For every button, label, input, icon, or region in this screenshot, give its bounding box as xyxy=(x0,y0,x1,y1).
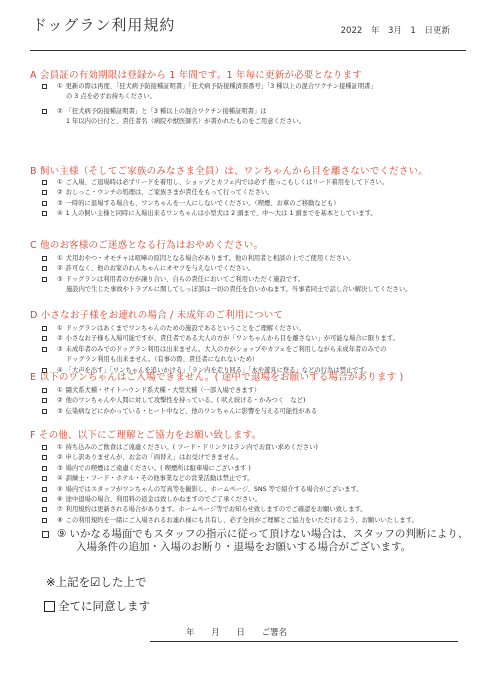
section-f-item-4: ④ 訓練士・フード・ホテル・その他事業などの営業活動は禁止です。 xyxy=(30,474,482,484)
checkbox[interactable] xyxy=(42,507,47,512)
checkbox[interactable] xyxy=(42,347,47,352)
checkbox[interactable] xyxy=(42,266,47,271)
section-e-heading: E 以下のワンちゃんはご入場できません。( 途中で退場をお願いする場合があります ) xyxy=(30,372,404,383)
page-title: ドッグラン利用規約 xyxy=(32,16,176,34)
section-d-item-2: ② 小さなお子様も入場可能ですが、責任者である大人の方が「ワンちゃんから目を離さない」が可能な場合に限ります。 xyxy=(30,334,482,344)
section-b-item-3: ③ 一時的に退場する場合も、ワンちゃんを一人にしないでください。（喫煙、お車のご移動なども） xyxy=(30,199,482,209)
agree-checkbox[interactable] xyxy=(44,601,55,612)
checkbox[interactable] xyxy=(42,476,47,481)
checkbox[interactable] xyxy=(42,466,47,471)
checkbox[interactable] xyxy=(42,445,47,450)
confirm-note: ※上記を☑した上で xyxy=(46,575,147,589)
section-e xyxy=(30,372,482,417)
checkbox[interactable] xyxy=(42,201,47,206)
section-e-item-1: ① 闘犬系犬種・サイトハウンド系犬種・大型犬種（一部入場できます） xyxy=(30,386,482,396)
section-a-item-2: ② 「狂犬病予防接種証明書」と「3 種以上の混合ワクチン接種証明書」は xyxy=(30,107,482,117)
section-f-item-8: ⑧ この利用規約を一緒にご入場されるお連れ様にも共有し、必ず全員がご理解とご協力をいただけるよう、お願いいたします。 xyxy=(30,516,482,526)
checkbox[interactable] xyxy=(42,497,47,502)
checkbox[interactable] xyxy=(42,211,47,216)
section-a-item-1: ① 更新の際は再度、「狂犬病予防接種証明書」「狂犬病予防接種済票番号」「3 種以上の混合ワクチン接種証明書」 xyxy=(30,82,482,92)
section-d-item-4: ④ 「大声を出す」「ワンちゃんを追いかける」「ラン内を走り回る」「木や遊具に登る」などの行為は禁止です。 xyxy=(30,366,482,376)
checkbox[interactable] xyxy=(42,455,47,460)
checkbox[interactable] xyxy=(42,277,47,282)
signature-line[interactable] xyxy=(150,641,458,642)
section-f-item-7: ⑦ 利用規約は更新される場合があります。ホームページ等でお知らせ致しますのでご確認をお願い致します。 xyxy=(30,505,482,515)
section-b xyxy=(30,166,482,220)
checkbox[interactable] xyxy=(42,109,47,114)
checkbox[interactable] xyxy=(42,180,47,185)
section-f-item-5: ⑤ 場内ではスタッフがワンちゃんの写真等を撮影し、ホームページ、SNS 等で紹介する場合がございます。 xyxy=(30,485,482,495)
checkbox[interactable] xyxy=(42,531,49,538)
section-d xyxy=(30,310,482,376)
checkbox[interactable] xyxy=(42,190,47,195)
checkbox[interactable] xyxy=(42,256,47,261)
checkbox[interactable] xyxy=(42,518,47,523)
updated-date: 2022 年 3月 1 日更新 xyxy=(340,26,450,36)
section-a-heading: A 会員証の有効期限は登録から 1 年間です。1 年毎に更新が必要となります xyxy=(30,70,363,81)
section-c-item-1: ① 犬用おやつ・オモチャは喧嘩の原因となる場合があります。他の利用者と相談の上でご使用ください。 xyxy=(30,254,482,264)
signature-label: 年 月 日 ご署名 xyxy=(186,628,288,638)
section-c-item-3: ③ ドッグランは利用者の方が譲り合い、自らの責任においてご利用いただく施設です。 xyxy=(30,275,482,285)
section-c-item-2: ② 許可なく、他のお家のわんちゃんにオヤツを与えないでください。 xyxy=(30,264,482,274)
agree-row[interactable] xyxy=(44,598,150,614)
section-f xyxy=(30,430,482,554)
section-f-item-6: ⑥ 途中退場の場合、利用料の返金は致しかねますのでご了承ください。 xyxy=(30,495,482,505)
section-d-item-1: ① ドッグランはあくまでワンちゃんのための施設であるということをご理解ください。 xyxy=(30,324,482,334)
section-f-item-1: ① 持ち込みのご飲食はご遠慮ください。( フード・ドリンクはラン内でお買い求めください) xyxy=(30,443,482,453)
section-d-item-3-cont: ドッグラン利用も出来ません。（有事の際、責任者になれないため） xyxy=(66,356,259,364)
section-b-item-1: ① ご入場、ご退場時は必ずリードを着用し、ショップとカフェ内では必ず 抱っこもしくはリード着用をして下さい。 xyxy=(30,178,482,188)
section-c-heading: C 他のお客様のご迷惑となる行為はおやめください。 xyxy=(30,240,264,251)
checkbox[interactable] xyxy=(42,388,47,393)
section-e-item-3: ③ 伝染病などにかかっている・ヒート中など、他のワンちゃんに影響を与える可能性がある xyxy=(30,407,482,417)
section-a-item-1-cont: の 3 点を必ずお持ちください。 xyxy=(66,93,156,101)
section-a-item-2-cont: 1 年以内の日付と、責任者名（病院や獣医師名）が書かれたものをご用意ください。 xyxy=(66,118,305,126)
title-divider xyxy=(30,50,466,51)
section-c-item-3-cont: 施設内で生じた事故やトラブルに関してしっぽ部は一切の責任を負いかねます。当事者同士で話し合い解決してください。 xyxy=(66,286,412,294)
section-f-item-9: ⑨ いかなる場面でもスタッフの指示に従って頂けない場合は、スタッフの判断により、 xyxy=(30,528,482,541)
section-b-item-4: ④ 1 人の飼い主様と同時に入場出来るワンちゃんは小型犬は 2 頭まで、中～大は 1 頭までを基本としています。 xyxy=(30,209,482,219)
section-f-item-9-cont: 入場条件の追加・入場のお断り・退場をお願いする場合がございます。 xyxy=(76,541,412,554)
checkbox[interactable] xyxy=(42,487,47,492)
checkbox[interactable] xyxy=(42,326,47,331)
section-b-heading: B 飼い主様（そしてご家族のみなさま全員）は、ワンちゃんから目を離さないでください。 xyxy=(30,166,428,177)
checkbox[interactable] xyxy=(42,336,47,341)
section-c xyxy=(30,240,482,296)
section-f-item-3: ③ 場内での喫煙はご遠慮ください。( 喫煙所は駐車場にございます ) xyxy=(30,464,482,474)
section-f-item-2: ② 申し訳ありませんが、お金の「両替え」はお受けできません。 xyxy=(30,453,482,463)
section-d-heading: D 小さなお子様をお連れの場合 / 未成年のご利用について xyxy=(30,310,284,321)
checkbox[interactable] xyxy=(42,409,47,414)
section-b-item-2: ② おしっこ・ウンチの処理は、ご家族さまが責任をもって行ってください。 xyxy=(30,188,482,198)
checkbox[interactable] xyxy=(42,84,47,89)
checkbox[interactable] xyxy=(42,398,47,403)
section-f-heading: F その他、以下にご理解とご協力をお願い致します。 xyxy=(30,430,262,441)
section-a xyxy=(30,70,482,128)
section-e-item-2: ② 他のワンちゃんや人間に対して攻撃性を持っている。( 吠え続ける・かみつく など) xyxy=(30,396,482,406)
section-d-item-3: ③ 未成年者のみでのドッグラン利用は出来ません。大人の方がショップやカフェをご利用しながら未成年者のみでの xyxy=(30,345,482,355)
agree-label: 全てに同意します xyxy=(58,599,150,613)
